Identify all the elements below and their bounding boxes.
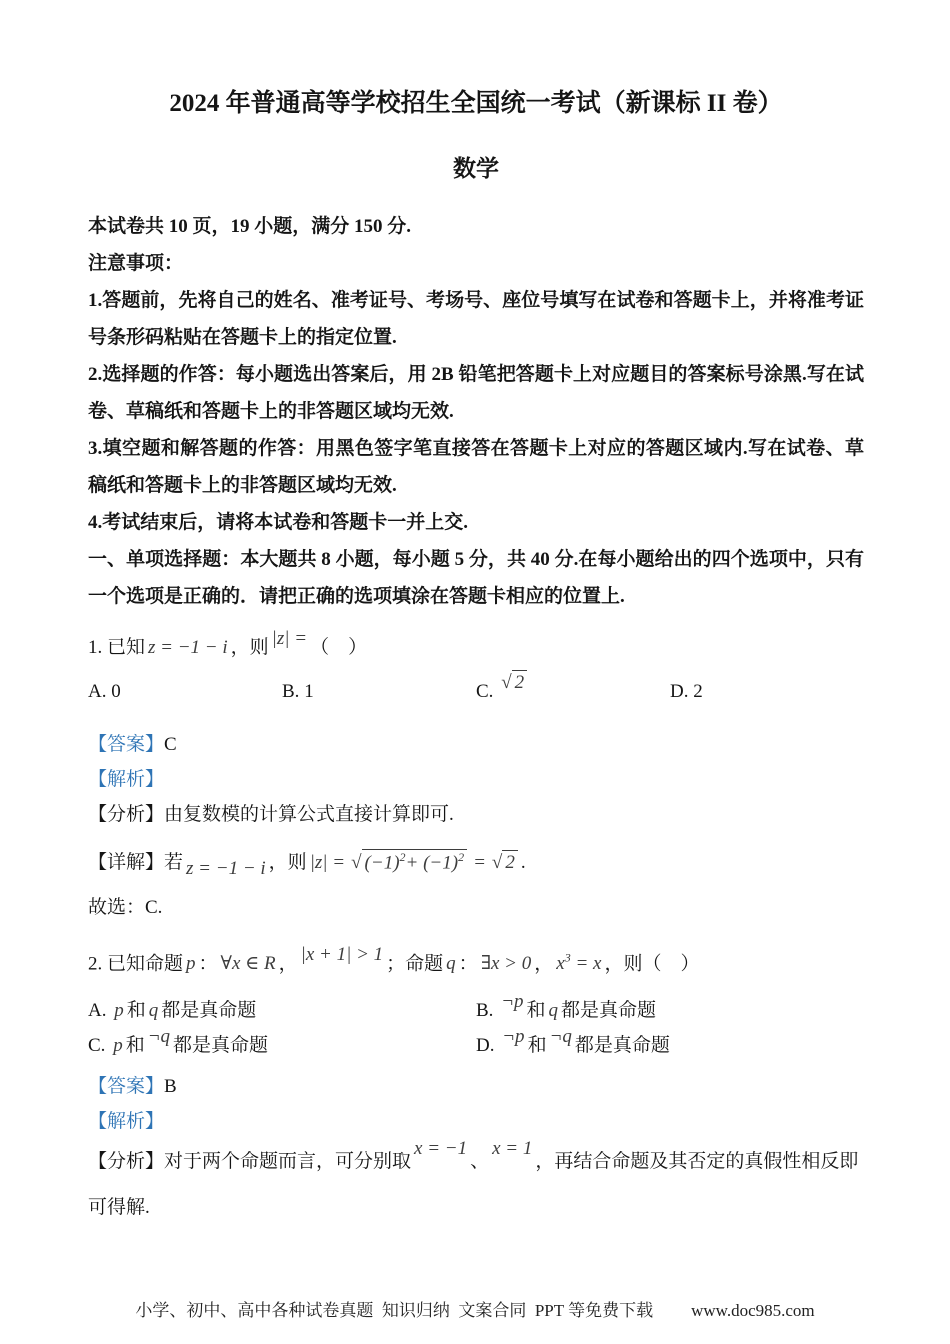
q2-option-b — [476, 993, 864, 1028]
exponent: 3 — [564, 951, 571, 965]
answer-value: B — [164, 1076, 177, 1098]
notices-title: 注意事项： — [88, 253, 184, 274]
q2-formula-forall: ∀x ∈ R — [220, 953, 276, 975]
colon: ： — [458, 953, 478, 975]
notice-item-2: 2.选择题的作答：每小题选出答案后，用 2B 铅笔把答题卡上对应题目的答案标号涂黑.写在试卷、草稿纸和答题卡上的非答题区域均无效. — [88, 364, 864, 422]
radicand-part: + (−1) — [405, 852, 459, 873]
option-text: 和 — [527, 1035, 547, 1057]
q1-detail-radical-formula — [351, 849, 467, 873]
jiexi-label: 【解析】 — [88, 769, 165, 790]
q1-option-a — [88, 671, 282, 713]
option-text: 和 — [125, 1035, 145, 1057]
detail-text2: ，则 — [268, 852, 307, 873]
analysis-text2: ，再结合命题及其否定的真假性相反即可得解. — [88, 1151, 859, 1219]
question-2-stem — [88, 935, 864, 987]
q2-option-a — [88, 993, 476, 1028]
option-label: A. — [88, 1000, 107, 1022]
option-label: C. — [88, 1035, 106, 1057]
q1-stem-text: 1. 已知 — [88, 637, 146, 658]
option-value: 0 — [111, 681, 121, 702]
radical-sign: √ — [351, 852, 362, 873]
radicand: 2 — [512, 670, 528, 694]
option-label: B. — [282, 681, 300, 702]
footer-url: www.doc985.com — [691, 1301, 815, 1320]
equals-sign: = — [473, 852, 486, 873]
not-q: ¬q — [147, 1026, 171, 1048]
q1-option-d — [670, 671, 864, 713]
q2-formula-x-neg1: x = −1 — [414, 1138, 468, 1160]
sqrt-2-formula — [501, 662, 527, 704]
q1-analysis-line — [88, 797, 864, 832]
question-1-options — [88, 671, 864, 713]
option-text: 都是真命题 — [173, 1035, 269, 1057]
option-text: 和 — [526, 1000, 546, 1022]
var-p: p — [113, 1035, 123, 1057]
q2-formula-x-1: x = 1 — [492, 1138, 533, 1160]
q1-detail-formula-absz: |z| = — [309, 852, 346, 873]
comma: ， — [278, 953, 298, 975]
page-subtitle: 数学 — [453, 156, 499, 181]
question-2-options-row1 — [88, 993, 864, 1028]
q2-formula-xcubed — [556, 953, 601, 974]
colon: ： — [198, 953, 218, 975]
question-1-stem — [88, 625, 864, 671]
q2-stem-text2: ；命题 — [386, 953, 444, 975]
option-text: 和 — [126, 1000, 146, 1022]
notice-item-1: 1.答题前，先将自己的姓名、准考证号、考场号、座位号填写在试卷和答题卡上，并将准考证号条形码粘贴在答题卡上的指定位置. — [88, 290, 864, 348]
not-p: ¬p — [502, 1026, 525, 1048]
option-label: C. — [476, 681, 494, 702]
radicand-part: (−1) — [364, 852, 400, 873]
q1-option-b — [282, 671, 476, 713]
page-title: 2024 年普通高等学校招生全国统一考试（新课标 II 卷） — [169, 90, 783, 117]
analysis-label: 【分析】 — [88, 804, 165, 825]
q1-answer-line — [88, 727, 864, 762]
comma: ， — [534, 953, 554, 975]
not-p: ¬p — [501, 991, 524, 1013]
option-text: 都是真命题 — [161, 1000, 257, 1022]
analysis-label: 【分析】 — [88, 1151, 165, 1173]
answer-label: 【答案】 — [88, 1076, 165, 1098]
var-p: p — [114, 1000, 124, 1022]
q2-stem-text: 2. 已知命题 — [88, 953, 184, 975]
footer-text: 小学、初中、高中各种试卷真题 知识归纳 文案合同 PPT 等免费下载 — [135, 1301, 654, 1320]
option-label: D. — [476, 1035, 495, 1057]
q1-jiexi-line — [88, 762, 864, 797]
q1-stem-brackets: （ ） — [310, 637, 368, 658]
paper-info: 本试卷共 10 页，19 小题，满分 150 分. — [88, 216, 412, 237]
question-2-options-row2 — [88, 1028, 864, 1063]
q1-detail-line — [88, 836, 864, 890]
detail-label: 【详解】 — [88, 852, 165, 873]
notice-item-4: 4.考试结束后，请将本试卷和答题卡一并上交. — [88, 512, 469, 533]
var-p: p — [186, 953, 196, 975]
option-label: B. — [476, 1000, 494, 1022]
analysis-text: 对于两个命题而言，可分别取 — [164, 1151, 412, 1173]
not-q: ¬q — [549, 1026, 572, 1048]
q1-detail-formula-z: z = −1 − i — [186, 858, 266, 879]
q2-option-c — [88, 1028, 476, 1063]
q2-jiexi-line — [88, 1104, 864, 1139]
exponent: 2 — [458, 849, 465, 864]
var-x: x — [556, 953, 565, 975]
notice-item-3: 3.填空题和解答题的作答：用黑色签字笔直接答在答题卡上对应的答题区域内.写在试卷、草稿纸和答题卡上的非答题区域均无效. — [88, 438, 864, 496]
q2-formula-exists: ∃x > 0 — [480, 953, 532, 975]
exponent: 2 — [399, 849, 406, 864]
q1-formula-z: z = −1 − i — [148, 637, 228, 658]
detail-text: 若 — [164, 852, 184, 873]
page-footer — [0, 1300, 950, 1322]
answer-label: 【答案】 — [88, 734, 165, 755]
period: . — [520, 852, 526, 873]
analysis-text: 由复数模的计算公式直接计算即可. — [164, 804, 454, 825]
var-q: q — [446, 953, 456, 975]
sqrt-2-result — [492, 852, 518, 873]
q2-stem-brackets: ，则（ ） — [604, 953, 700, 975]
radicand — [362, 849, 468, 874]
section-heading: 一、单项选择题：本大题共 8 小题，每小题 5 分，共 40 分.在每小题给出的四个选项中，只有一个选项是正确的．请把正确的选项填涂在答题卡相应的位置上. — [88, 549, 864, 607]
radical-sign: √ — [491, 852, 503, 873]
radicand: 2 — [502, 850, 518, 874]
radical-sign: √ — [501, 672, 512, 693]
option-value: 2 — [693, 681, 703, 702]
q1-formula-absz: |z| = — [271, 628, 308, 649]
var-q: q — [548, 1000, 559, 1022]
q1-option-c — [476, 671, 670, 713]
option-label: A. — [88, 681, 107, 702]
option-label: D. — [670, 681, 689, 702]
q2-answer-line — [88, 1069, 864, 1104]
var-q: q — [148, 1000, 159, 1022]
q2-option-d — [476, 1028, 864, 1063]
jiexi-label: 【解析】 — [88, 1111, 165, 1133]
option-text: 都是真命题 — [561, 1000, 657, 1022]
q1-conclusion: 故选：C. — [88, 897, 163, 918]
option-value: 1 — [304, 681, 314, 702]
q2-formula-abs: |x + 1| > 1 — [300, 944, 384, 966]
enum-comma: 、 — [470, 1151, 490, 1173]
option-text: 都是真命题 — [574, 1035, 670, 1057]
page-content — [88, 0, 864, 1231]
q2-analysis-line — [88, 1139, 864, 1231]
answer-value: C — [164, 734, 177, 755]
equals-x: = x — [570, 953, 602, 975]
q1-stem-text2: ，则 — [230, 637, 269, 658]
